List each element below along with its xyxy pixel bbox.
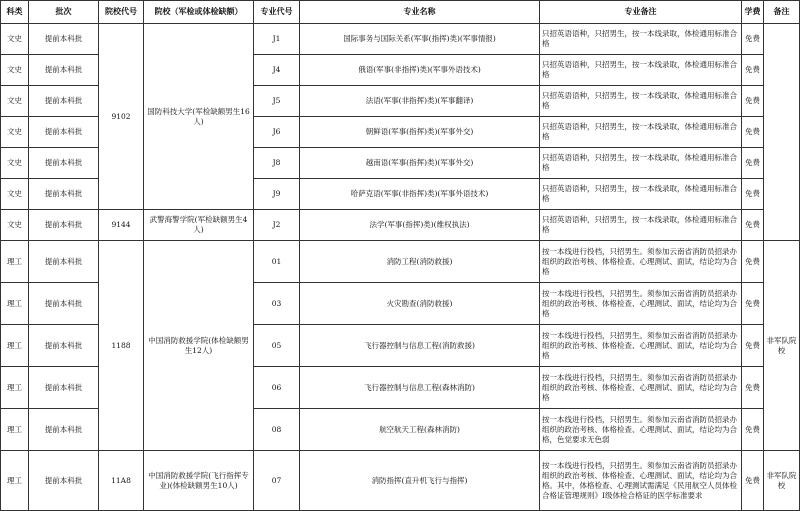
- cell-major-code: 05: [254, 325, 300, 367]
- cell-major-code: J4: [254, 55, 300, 86]
- cell-school-code: 9102: [99, 24, 144, 210]
- cell-category: 文史: [1, 179, 29, 210]
- cell-fee: 免费: [742, 55, 764, 86]
- cell-major-name: 法学(军事(指挥)类)(维权执法): [300, 210, 540, 241]
- cell-school-name: 中国消防救援学院(飞行指挥专业)(体检缺额男生10人): [144, 451, 254, 511]
- cell-major-note: 按一本线进行投档，只招男生。须参加云南省消防员招录办组织的政治考核、体格检查、心理测试、面试，结论均为合格: [540, 241, 742, 283]
- cell-remark: 非军队院校: [764, 241, 800, 451]
- cell-category: 文史: [1, 210, 29, 241]
- table-row: [1, 451, 800, 511]
- cell-remark: 非军队院校: [764, 451, 800, 511]
- cell-batch: 提前本科批: [29, 409, 99, 451]
- cell-major-name: 哈萨克语(军事(非指挥)类)(军事外语技术): [300, 179, 540, 210]
- cell-major-note: 只招英语语种，只招男生，按一本线录取，体检通用标准合格: [540, 148, 742, 179]
- cell-fee: 免费: [742, 325, 764, 367]
- cell-category: 理工: [1, 283, 29, 325]
- cell-major-note: 只招英语语种，只招男生，按一本线录取，体检通用标准合格: [540, 117, 742, 148]
- cell-batch: 提前本科批: [29, 325, 99, 367]
- cell-major-note: 只招英语语种，只招男生，按一本线录取，体检通用标准合格: [540, 24, 742, 55]
- cell-major-code: J2: [254, 210, 300, 241]
- cell-major-name: 航空航天工程(森林消防): [300, 409, 540, 451]
- cell-school-code: 9144: [99, 210, 144, 241]
- cell-major-code: J5: [254, 86, 300, 117]
- cell-major-name: 越南语(军事(指挥)类)(军事外交): [300, 148, 540, 179]
- cell-major-name: 消防指挥(直升机飞行与指挥): [300, 451, 540, 511]
- cell-major-code: J9: [254, 179, 300, 210]
- cell-category: 理工: [1, 241, 29, 283]
- cell-major-note: 按一本线进行投档，只招男生。须参加云南省消防员招录办组织的政治考核、体格检查、心理测试、面试，结论均为合格: [540, 283, 742, 325]
- cell-major-code: 01: [254, 241, 300, 283]
- cell-major-code: J1: [254, 24, 300, 55]
- cell-fee: 免费: [742, 117, 764, 148]
- cell-category: 文史: [1, 117, 29, 148]
- header-row: [1, 1, 800, 24]
- cell-school-name: 中国消防救援学院(体检缺额男生12人): [144, 241, 254, 451]
- cell-major-name: 国际事务与国际关系(军事(指挥)类)(军事情报): [300, 24, 540, 55]
- table-row: [1, 210, 800, 241]
- cell-batch: 提前本科批: [29, 24, 99, 55]
- cell-batch: 提前本科批: [29, 148, 99, 179]
- cell-major-code: 03: [254, 283, 300, 325]
- cell-fee: 免费: [742, 241, 764, 283]
- header-major-note: 专业备注: [540, 1, 742, 24]
- cell-fee: 免费: [742, 409, 764, 451]
- header-school-code: 院校代号: [99, 1, 144, 24]
- cell-major-code: J8: [254, 148, 300, 179]
- cell-major-name: 飞行器控制与信息工程(消防救援): [300, 325, 540, 367]
- cell-category: 文史: [1, 24, 29, 55]
- cell-major-name: 飞行器控制与信息工程(森林消防): [300, 367, 540, 409]
- cell-school-code: 1188: [99, 241, 144, 451]
- cell-batch: 提前本科批: [29, 86, 99, 117]
- cell-major-note: 只招英语语种，只招男生，按一本线录取，体检通用标准合格: [540, 179, 742, 210]
- header-remark: 备注: [764, 1, 800, 24]
- cell-fee: 免费: [742, 367, 764, 409]
- cell-school-code: 11A8: [99, 451, 144, 511]
- cell-major-note: 只招英语语种，只招男生，按一本线录取，体检通用标准合格: [540, 210, 742, 241]
- cell-fee: 免费: [742, 283, 764, 325]
- cell-fee: 免费: [742, 451, 764, 511]
- cell-major-note: 按一本线进行投档，只招男生。须参加云南省消防员招录办组织的政治考核、体格检查、心理测试、面试，结论均为合格，色觉要求无色弱: [540, 409, 742, 451]
- cell-major-name: 法语(军事(非指挥)类)(军事翻译): [300, 86, 540, 117]
- cell-batch: 提前本科批: [29, 451, 99, 511]
- table-row: [1, 241, 800, 283]
- cell-major-note: 按一本线进行投档，只招男生。须参加云南省消防员招录办组织的政治考核、体格检查、心理测试、面试，结论均为合格: [540, 325, 742, 367]
- cell-category: 文史: [1, 55, 29, 86]
- cell-batch: 提前本科批: [29, 210, 99, 241]
- cell-major-note: 按一本线进行投档，只招男生。须参加云南省消防员招录办组织的政治考核、体格检查、心理测试、面试，结论均为合格。其中，体格检查、心理测试需满足《民用航空人员体检合格证管理规则》Ⅰ级体检合格证的医学标准要求: [540, 451, 742, 511]
- cell-major-name: 消防工程(消防救援): [300, 241, 540, 283]
- cell-major-name: 朝鲜语(军事(指挥)类)(军事外交): [300, 117, 540, 148]
- cell-fee: 免费: [742, 24, 764, 55]
- cell-batch: 提前本科批: [29, 55, 99, 86]
- cell-major-note: 只招英语语种，只招男生，按一本线录取，体检通用标准合格: [540, 55, 742, 86]
- cell-school-name: 国防科技大学(军检缺额男生16人): [144, 24, 254, 210]
- header-fee: 学费: [742, 1, 764, 24]
- cell-category: 理工: [1, 451, 29, 511]
- header-school: 院校（军检或体检缺额）: [144, 1, 254, 24]
- cell-category: 理工: [1, 409, 29, 451]
- cell-fee: 免费: [742, 210, 764, 241]
- cell-fee: 免费: [742, 148, 764, 179]
- cell-major-name: 俄语(军事(非指挥)类)(军事外语技术): [300, 55, 540, 86]
- cell-batch: 提前本科批: [29, 241, 99, 283]
- table-row: [1, 24, 800, 55]
- cell-major-note: 按一本线进行投档，只招男生。须参加云南省消防员招录办组织的政治考核、体格检查、心理测试、面试，结论均为合格: [540, 367, 742, 409]
- cell-school-name: 武警海警学院(军检缺额男生4人): [144, 210, 254, 241]
- header-category: 科类: [1, 1, 29, 24]
- header-major-name: 专业名称: [300, 1, 540, 24]
- cell-fee: 免费: [742, 86, 764, 117]
- cell-batch: 提前本科批: [29, 117, 99, 148]
- cell-fee: 免费: [742, 179, 764, 210]
- cell-major-code: 08: [254, 409, 300, 451]
- cell-category: 文史: [1, 148, 29, 179]
- header-batch: 批次: [29, 1, 99, 24]
- cell-category: 文史: [1, 86, 29, 117]
- cell-major-code: 06: [254, 367, 300, 409]
- header-major-code: 专业代号: [254, 1, 300, 24]
- cell-batch: 提前本科批: [29, 179, 99, 210]
- cell-batch: 提前本科批: [29, 367, 99, 409]
- cell-batch: 提前本科批: [29, 283, 99, 325]
- cell-major-code: J6: [254, 117, 300, 148]
- cell-major-note: 只招英语语种，只招男生，按一本线录取，体检通用标准合格: [540, 86, 742, 117]
- cell-major-name: 火灾勘查(消防救援): [300, 283, 540, 325]
- cell-remark: [764, 24, 800, 241]
- cell-major-code: 07: [254, 451, 300, 511]
- cell-category: 理工: [1, 367, 29, 409]
- cell-category: 理工: [1, 325, 29, 367]
